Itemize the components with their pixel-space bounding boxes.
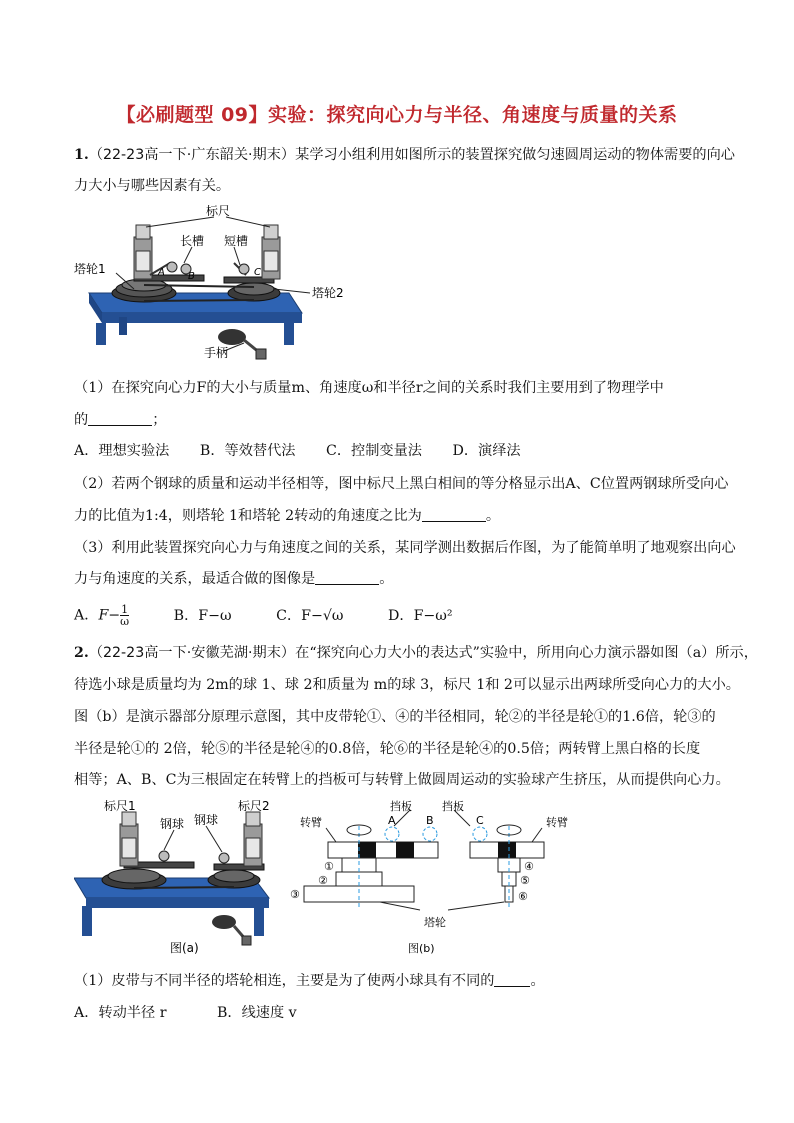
q2-fig-a-label-ball-left: 钢球 bbox=[160, 817, 185, 831]
q1-sub2-line1: （2）若两个钢球的质量和运动半径相等，图中标尺上黑白相间的等分格显示出A、C位置两钢球所受向心 bbox=[74, 476, 729, 492]
q2-number: 2. bbox=[74, 645, 89, 661]
q2-stem-line3: 图（b）是演示器部分原理示意图，其中皮带轮①、④的半径相同，轮②的半径是轮①的1.6倍，轮③的 bbox=[74, 709, 716, 725]
q2-fig-b-label-wheel4: ④ bbox=[524, 860, 534, 873]
q2-fig-b-label-a: A bbox=[388, 814, 396, 827]
q1-sub3-option-c[interactable]: C．F−√ω bbox=[276, 607, 344, 624]
q1-stem-line1 bbox=[74, 145, 734, 165]
q1-sub3-line2 bbox=[74, 569, 734, 589]
q1-sub2-prefix: 力的比值为1:4，则塔轮 1和塔轮 2转动的角速度之比为 bbox=[74, 508, 422, 524]
q2-fig-b-label-wheel2: ② bbox=[318, 874, 328, 887]
q2-fig-b-label-b: B bbox=[426, 814, 434, 827]
q1-sub3-option-a-fraction bbox=[120, 604, 129, 627]
q2-stem-line1 bbox=[74, 643, 758, 663]
q2-sub1-prefix: （1）皮带与不同半径的塔轮相连，主要是为了使两小球具有不同的 bbox=[74, 973, 495, 989]
q2-fig-b-label-c: C bbox=[476, 814, 484, 827]
q2-fig-b-label-arm-right: 转臂 bbox=[546, 816, 568, 829]
q1-sub3-option-a-prefix: A． bbox=[74, 607, 99, 624]
q2-fig-a-label-ruler1: 标尺1 bbox=[104, 800, 136, 813]
q1-sub1-suffix: ； bbox=[152, 412, 167, 428]
q1-fig-label-ruler: 标尺 bbox=[206, 205, 231, 218]
q2-stem-line4: 半径是轮①的 2倍，轮⑤的半径是轮④的0.8倍，轮⑥的半径是轮④的0.5倍；两转臂上黑白格的长度 bbox=[74, 741, 701, 757]
q1-sub3-option-a-numerator: 1 bbox=[121, 603, 129, 616]
q1-source: （22-23高一下·广东韶关·期末） bbox=[88, 147, 296, 163]
q1-sub1-option-c[interactable]: C．控制变量法 bbox=[325, 443, 422, 459]
q1-sub1-line1: （1）在探究向心力F的大小与质量m、角速度ω和半径r之间的关系时我们主要用到了物理学中 bbox=[74, 380, 664, 396]
q1-sub1-option-b[interactable]: B．等效替代法 bbox=[199, 443, 296, 459]
q2-sub1-option-b[interactable]: B．线速度 v bbox=[217, 1005, 297, 1021]
q1-sub1-options bbox=[74, 441, 547, 461]
page-title: 【必刷题型 09】实验：探究向心力与半径、角速度与质量的关系 bbox=[116, 104, 678, 126]
q2-sub1-suffix: 。 bbox=[530, 973, 545, 989]
q1-fig-label-a: A bbox=[158, 267, 165, 278]
q2-fig-b-caption: 图(b) bbox=[408, 942, 435, 955]
q1-sub3-prefix: 力与角速度的关系，最适合做的图像是 bbox=[74, 571, 316, 587]
q1-sub3-options bbox=[74, 604, 479, 627]
q1-sub3-option-a-denominator: ω bbox=[120, 615, 130, 628]
q2-figure-b bbox=[290, 800, 590, 960]
q1-sub3-option-d[interactable]: D．F−ω² bbox=[388, 607, 453, 624]
q2-fig-b-label-baffle-right: 挡板 bbox=[442, 800, 464, 813]
q1-number: 1. bbox=[74, 147, 89, 163]
q1-fig-label-long-groove: 长槽 bbox=[180, 234, 205, 248]
q2-sub1-options bbox=[74, 1003, 323, 1023]
q1-sub3-suffix: 。 bbox=[379, 571, 394, 587]
q1-fig-label-c: C bbox=[254, 267, 261, 278]
q1-sub1-line2 bbox=[74, 410, 734, 430]
q1-fig-label-tower-wheel-1: 塔轮1 bbox=[74, 262, 106, 276]
q1-sub3-option-b[interactable]: B．F−ω bbox=[173, 607, 232, 624]
q1-sub3-option-a[interactable] bbox=[74, 604, 129, 627]
q2-sub1-answer-blank[interactable] bbox=[494, 972, 530, 987]
q2-fig-b-label-arm-left: 转臂 bbox=[300, 816, 322, 829]
q2-fig-a-label-ball-right: 钢球 bbox=[194, 813, 219, 827]
q1-fig-label-short-groove: 短槽 bbox=[224, 234, 249, 248]
q2-stem-line5: 相等；A、B、C为三根固定在转臂上的挡板可与转臂上做圆周运动的实验球产生挤压，从而提供向心力。 bbox=[74, 772, 730, 788]
q1-stem-line2: 力大小与哪些因素有关。 bbox=[74, 178, 231, 194]
q1-sub1-answer-blank[interactable] bbox=[88, 411, 152, 426]
q1-sub1-option-a[interactable]: A．理想实验法 bbox=[74, 443, 170, 459]
q1-sub3-answer-blank[interactable] bbox=[315, 570, 379, 585]
q1-sub1-option-d[interactable]: D．演绎法 bbox=[452, 443, 521, 459]
q1-sub3-line1: （3）利用此装置探究向心力与角速度之间的关系，某同学测出数据后作图，为了能简单明了地观察出向心 bbox=[74, 540, 736, 556]
q2-stem-line2: 待选小球是质量均为 2m的球 1、球 2和质量为 m的球 3，标尺 1和 2可以显示出两球所受向心力的大小。 bbox=[74, 677, 740, 693]
q2-sub1-option-a[interactable]: A．转动半径 r bbox=[74, 1005, 167, 1021]
q1-fig-label-tower-wheel-2: 塔轮2 bbox=[312, 286, 344, 300]
q2-stem-text1: 在“探究向心力大小的表达式”实验中，所用向心力演示器如图（a）所示， bbox=[295, 645, 758, 661]
q1-apparatus-figure bbox=[74, 205, 374, 370]
q1-sub2-suffix: 。 bbox=[485, 508, 501, 524]
q1-sub3-option-a-expr: F− bbox=[98, 607, 121, 624]
q2-fig-b-label-tower: 塔轮 bbox=[424, 916, 446, 929]
q2-fig-a-label-ruler2: 标尺2 bbox=[238, 800, 270, 813]
q2-fig-b-label-wheel3: ③ bbox=[290, 888, 300, 901]
q1-sub2-line2 bbox=[74, 506, 734, 526]
q2-fig-b-label-wheel5: ⑤ bbox=[520, 874, 530, 887]
q2-sub1-line1 bbox=[74, 971, 734, 991]
q2-fig-b-label-wheel6: ⑥ bbox=[518, 890, 528, 903]
q2-figure-a bbox=[74, 800, 284, 960]
q1-fig-label-handle: 手柄 bbox=[204, 346, 229, 360]
q2-source: （22-23高一下·安徽芜湖·期末） bbox=[88, 645, 296, 661]
q1-sub1-prefix: 的 bbox=[74, 412, 89, 428]
q1-sub2-answer-blank[interactable] bbox=[422, 507, 486, 522]
q1-stem-text1: 某学习小组利用如图所示的装置探究做匀速圆周运动的物体需要的向心 bbox=[295, 147, 735, 163]
q1-fig-label-b: B bbox=[188, 271, 195, 282]
q2-fig-b-label-baffle-left: 挡板 bbox=[390, 800, 412, 813]
q2-fig-b-label-wheel1: ① bbox=[324, 860, 334, 873]
q2-fig-a-caption: 图(a) bbox=[170, 941, 199, 955]
